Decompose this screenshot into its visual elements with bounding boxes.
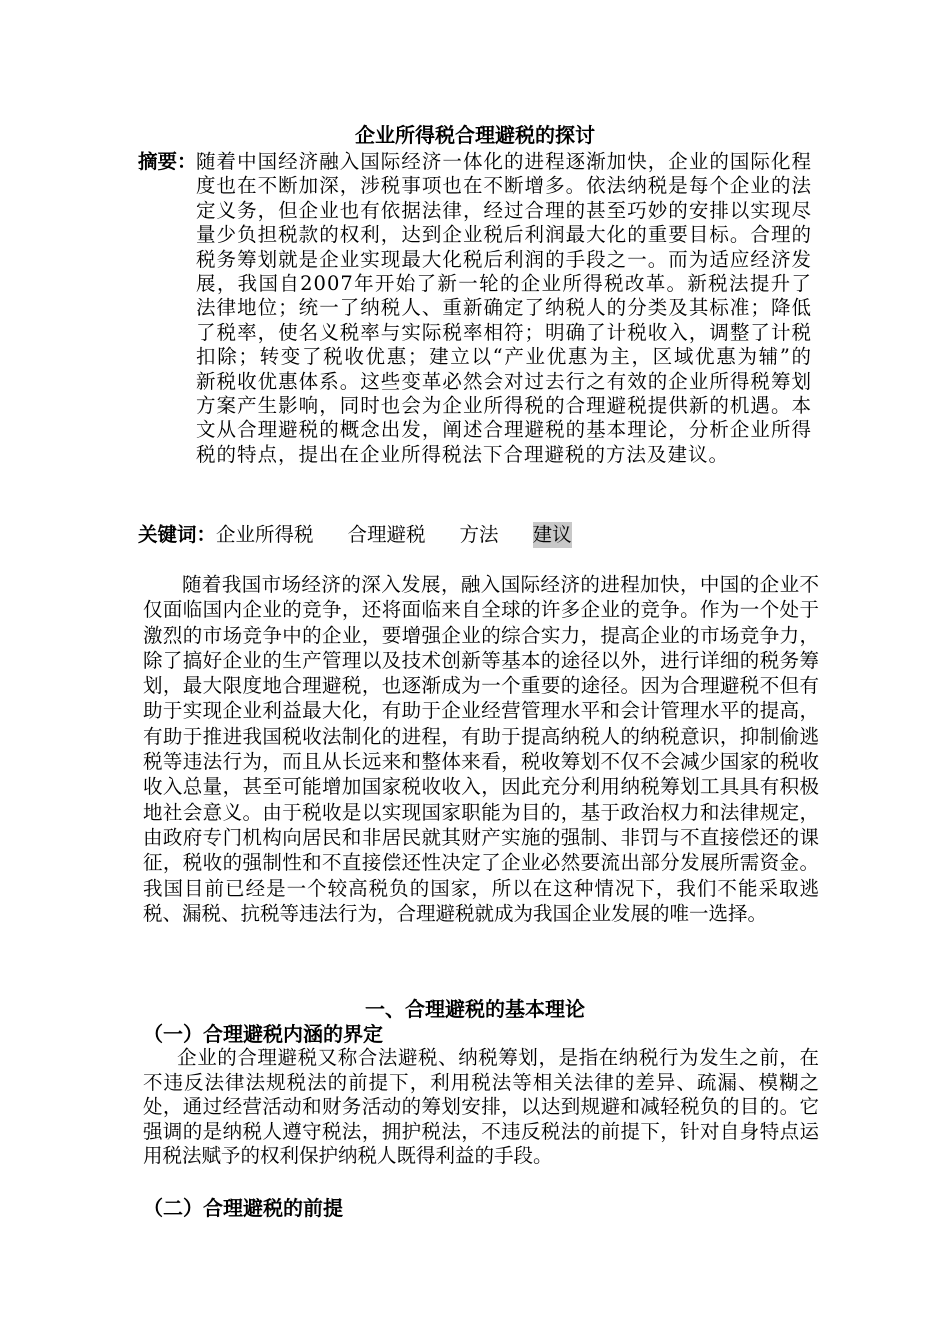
keyword-item-highlighted: 建议 xyxy=(532,523,572,546)
subsection-heading: （二）合理避税的前提 xyxy=(143,1196,343,1220)
keyword-item: 合理避税 xyxy=(347,523,426,546)
keywords-line xyxy=(138,522,838,548)
section-heading: 一、合理避税的基本理论 xyxy=(365,997,585,1021)
keywords-label: 关键词： xyxy=(138,523,217,546)
document-title: 企业所得税合理避税的探讨 xyxy=(355,123,595,147)
abstract-text: 随着中国经济融入国际经济一体化的进程逐渐加快，企业的国际化程度也在不断加深，涉税事项也在不断增多。依法纳税是每个企业的法定义务，但企业也有依据法律，经过合理的甚至巧妙的安排以实现尽量少负担税款的权利，达到企业税后利润最大化的重要目标。合理的税务筹划就是企业实现最大化税后利润的手段之一。而为适应经济发展，我国自2007年开始了新一轮的企业所得税改革。新税法提升了法律地位；统一了纳税人、重新确定了纳税人的分类及其标准；降低了税率，使名义税率与实际税率相符；明确了计税收入，调整了计税扣除；转变了税收优惠；建立以“产业优惠为主，区域优惠为辅”的新税收优惠体系。这些变革必然会对过去行之有效的企业所得税筹划方案产生影响，同时也会为企业所得税的合理避税提供新的机遇。本文从合理避税的概念出发，阐述合理避税的基本理论，分析企业所得税的特点，提出在企业所得税法下合理避税的方法及建议。 xyxy=(196,150,812,466)
keyword-item: 企业所得税 xyxy=(216,523,314,546)
intro-paragraph: 随着我国市场经济的深入发展，融入国际经济的进程加快，中国的企业不仅面临国内企业的竞争，还将面临来自全球的许多企业的竞争。作为一个处于激烈的市场竞争中的企业，要增强企业的综合实力，提高企业的市场竞争力，除了搞好企业的生产管理以及技术创新等基本的途径以外，进行详细的税务筹划，最大限度地合理避税，也逐渐成为一个重要的途径。因为合理避税不但有助于实现企业利益最大化，有助于企业经营管理水平和会计管理水平的提高，有助于推进我国税收法制化的进程，有助于提高纳税人的纳税意识，抑制偷逃税等违法行为，而且从长远来和整体来看，税收筹划不仅不会减少国家的税收收入总量，甚至可能增加国家税收收入，因此充分利用纳税筹划工具具有积极地社会意义。由于税收是以实现国家职能为目的，基于政治权力和法律规定，由政府专门机构向居民和非居民就其财产实施的强制、非罚与不直接偿还的课征，税收的强制性和不直接偿还性决定了企业必然要流出部分发展所需资金。我国目前已经是一个较高税负的国家，所以在这种情况下，我们不能采取逃税、漏税、抗税等违法行为，合理避税就成为我国企业发展的唯一选择。 xyxy=(143,573,819,925)
subsection-heading: （一）合理避税内涵的界定 xyxy=(143,1022,383,1046)
abstract-block xyxy=(138,150,812,467)
subsection-paragraph: 企业的合理避税又称合法避税、纳税筹划，是指在纳税行为发生之前，在不违反法律法规税法的前提下，利用税法等相关法律的差异、疏漏、模糊之处，通过经营活动和财务活动的筹划安排，以达到规避和减轻税负的目的。它强调的是纳税人遵守税法，拥护税法，不违反税法的前提下，针对自身特点运用税法赋予的权利保护纳税人既得利益的手段。 xyxy=(143,1046,819,1168)
keyword-item: 方法 xyxy=(459,523,499,546)
abstract-label: 摘要： xyxy=(138,150,197,173)
